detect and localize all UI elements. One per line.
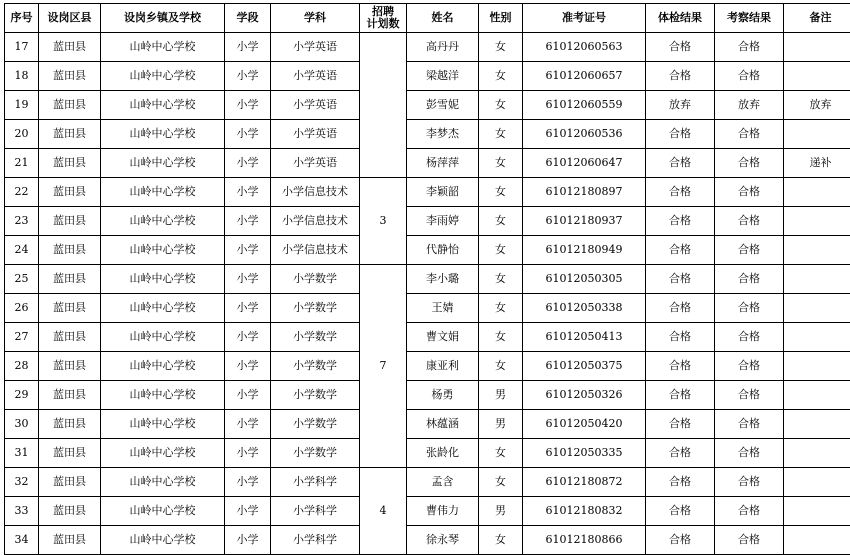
cell-assess: 合格 bbox=[715, 439, 784, 468]
cell-assess: 放弃 bbox=[715, 91, 784, 120]
cell-note bbox=[784, 323, 850, 352]
cell-seq: 33 bbox=[5, 497, 39, 526]
cell-level: 小学 bbox=[225, 352, 271, 381]
cell-ticket: 61012050375 bbox=[523, 352, 646, 381]
cell-seq: 24 bbox=[5, 236, 39, 265]
cell-plan-count: 3 bbox=[360, 178, 407, 265]
cell-subject: 小学信息技术 bbox=[271, 236, 360, 265]
cell-note bbox=[784, 526, 850, 555]
cell-assess: 合格 bbox=[715, 62, 784, 91]
cell-exam: 合格 bbox=[646, 178, 715, 207]
cell-name: 李梦杰 bbox=[407, 120, 479, 149]
cell-note bbox=[784, 468, 850, 497]
cell-gender: 女 bbox=[479, 265, 523, 294]
cell-school: 山岭中心学校 bbox=[101, 120, 225, 149]
header-plan-line2: 计划数 bbox=[367, 17, 400, 30]
cell-level: 小学 bbox=[225, 410, 271, 439]
cell-exam: 合格 bbox=[646, 62, 715, 91]
header-note: 备注 bbox=[784, 4, 850, 33]
cell-gender: 男 bbox=[479, 381, 523, 410]
cell-gender: 女 bbox=[479, 120, 523, 149]
cell-level: 小学 bbox=[225, 381, 271, 410]
cell-note bbox=[784, 236, 850, 265]
table-row bbox=[5, 33, 850, 62]
cell-assess: 合格 bbox=[715, 207, 784, 236]
cell-exam: 合格 bbox=[646, 526, 715, 555]
cell-county: 蓝田县 bbox=[39, 91, 101, 120]
cell-county: 蓝田县 bbox=[39, 526, 101, 555]
cell-seq: 29 bbox=[5, 381, 39, 410]
cell-gender: 女 bbox=[479, 294, 523, 323]
cell-gender: 女 bbox=[479, 526, 523, 555]
table-row bbox=[5, 439, 850, 468]
cell-county: 蓝田县 bbox=[39, 120, 101, 149]
cell-county: 蓝田县 bbox=[39, 468, 101, 497]
cell-seq: 26 bbox=[5, 294, 39, 323]
cell-name: 曹文娟 bbox=[407, 323, 479, 352]
cell-name: 李雨婷 bbox=[407, 207, 479, 236]
cell-exam: 合格 bbox=[646, 410, 715, 439]
cell-county: 蓝田县 bbox=[39, 149, 101, 178]
cell-plan-count bbox=[360, 33, 407, 178]
cell-name: 孟含 bbox=[407, 468, 479, 497]
cell-subject: 小学英语 bbox=[271, 120, 360, 149]
cell-ticket: 61012050420 bbox=[523, 410, 646, 439]
cell-plan-count: 7 bbox=[360, 265, 407, 468]
cell-level: 小学 bbox=[225, 265, 271, 294]
cell-note bbox=[784, 410, 850, 439]
cell-name: 代静怡 bbox=[407, 236, 479, 265]
cell-county: 蓝田县 bbox=[39, 497, 101, 526]
cell-gender: 女 bbox=[479, 439, 523, 468]
cell-ticket: 61012060657 bbox=[523, 62, 646, 91]
cell-note bbox=[784, 294, 850, 323]
cell-note bbox=[784, 265, 850, 294]
table-row bbox=[5, 178, 850, 207]
cell-note bbox=[784, 33, 850, 62]
header-gender: 性别 bbox=[479, 4, 523, 33]
cell-subject: 小学数学 bbox=[271, 323, 360, 352]
table-row bbox=[5, 120, 850, 149]
cell-exam: 放弃 bbox=[646, 91, 715, 120]
results-table bbox=[4, 3, 850, 555]
cell-note bbox=[784, 352, 850, 381]
cell-gender: 女 bbox=[479, 178, 523, 207]
cell-ticket: 61012050305 bbox=[523, 265, 646, 294]
cell-level: 小学 bbox=[225, 91, 271, 120]
cell-ticket: 61012060536 bbox=[523, 120, 646, 149]
table-row bbox=[5, 468, 850, 497]
header-county: 设岗区县 bbox=[39, 4, 101, 33]
cell-seq: 31 bbox=[5, 439, 39, 468]
cell-level: 小学 bbox=[225, 526, 271, 555]
cell-gender: 女 bbox=[479, 149, 523, 178]
cell-name: 李小璐 bbox=[407, 265, 479, 294]
cell-ticket: 61012180897 bbox=[523, 178, 646, 207]
cell-subject: 小学数学 bbox=[271, 410, 360, 439]
cell-name: 杨勇 bbox=[407, 381, 479, 410]
cell-ticket: 61012050413 bbox=[523, 323, 646, 352]
cell-county: 蓝田县 bbox=[39, 410, 101, 439]
table-row bbox=[5, 149, 850, 178]
cell-school: 山岭中心学校 bbox=[101, 236, 225, 265]
cell-exam: 合格 bbox=[646, 497, 715, 526]
cell-gender: 男 bbox=[479, 497, 523, 526]
cell-note bbox=[784, 497, 850, 526]
cell-county: 蓝田县 bbox=[39, 381, 101, 410]
cell-exam: 合格 bbox=[646, 120, 715, 149]
cell-seq: 22 bbox=[5, 178, 39, 207]
cell-name: 王婧 bbox=[407, 294, 479, 323]
cell-subject: 小学科学 bbox=[271, 468, 360, 497]
cell-exam: 合格 bbox=[646, 207, 715, 236]
cell-level: 小学 bbox=[225, 468, 271, 497]
cell-note bbox=[784, 120, 850, 149]
cell-name: 高丹丹 bbox=[407, 33, 479, 62]
header-row bbox=[5, 4, 850, 33]
cell-assess: 合格 bbox=[715, 323, 784, 352]
cell-school: 山岭中心学校 bbox=[101, 178, 225, 207]
cell-gender: 女 bbox=[479, 352, 523, 381]
cell-assess: 合格 bbox=[715, 468, 784, 497]
table-row bbox=[5, 294, 850, 323]
cell-note: 放弃 bbox=[784, 91, 850, 120]
cell-county: 蓝田县 bbox=[39, 236, 101, 265]
cell-assess: 合格 bbox=[715, 526, 784, 555]
cell-plan-count: 4 bbox=[360, 468, 407, 555]
cell-school: 山岭中心学校 bbox=[101, 265, 225, 294]
header-assess: 考察结果 bbox=[715, 4, 784, 33]
cell-seq: 18 bbox=[5, 62, 39, 91]
cell-school: 山岭中心学校 bbox=[101, 352, 225, 381]
cell-subject: 小学英语 bbox=[271, 33, 360, 62]
cell-subject: 小学英语 bbox=[271, 91, 360, 120]
cell-gender: 女 bbox=[479, 33, 523, 62]
cell-ticket: 61012180866 bbox=[523, 526, 646, 555]
table-row bbox=[5, 352, 850, 381]
table-row bbox=[5, 381, 850, 410]
cell-school: 山岭中心学校 bbox=[101, 91, 225, 120]
cell-seq: 23 bbox=[5, 207, 39, 236]
cell-seq: 20 bbox=[5, 120, 39, 149]
cell-assess: 合格 bbox=[715, 149, 784, 178]
cell-assess: 合格 bbox=[715, 381, 784, 410]
cell-note: 递补 bbox=[784, 149, 850, 178]
cell-subject: 小学数学 bbox=[271, 381, 360, 410]
cell-school: 山岭中心学校 bbox=[101, 62, 225, 91]
cell-subject: 小学信息技术 bbox=[271, 178, 360, 207]
cell-assess: 合格 bbox=[715, 178, 784, 207]
table-row bbox=[5, 497, 850, 526]
cell-name: 林蕴涵 bbox=[407, 410, 479, 439]
cell-county: 蓝田县 bbox=[39, 294, 101, 323]
cell-level: 小学 bbox=[225, 33, 271, 62]
header-level: 学段 bbox=[225, 4, 271, 33]
cell-name: 徐永琴 bbox=[407, 526, 479, 555]
cell-gender: 女 bbox=[479, 323, 523, 352]
cell-note bbox=[784, 207, 850, 236]
cell-level: 小学 bbox=[225, 120, 271, 149]
cell-school: 山岭中心学校 bbox=[101, 381, 225, 410]
cell-level: 小学 bbox=[225, 236, 271, 265]
cell-seq: 21 bbox=[5, 149, 39, 178]
table-row bbox=[5, 526, 850, 555]
cell-name: 李颖韶 bbox=[407, 178, 479, 207]
cell-county: 蓝田县 bbox=[39, 323, 101, 352]
cell-school: 山岭中心学校 bbox=[101, 149, 225, 178]
cell-county: 蓝田县 bbox=[39, 178, 101, 207]
cell-name: 梁越洋 bbox=[407, 62, 479, 91]
cell-level: 小学 bbox=[225, 149, 271, 178]
table-row bbox=[5, 410, 850, 439]
table-row bbox=[5, 265, 850, 294]
cell-seq: 34 bbox=[5, 526, 39, 555]
cell-gender: 女 bbox=[479, 91, 523, 120]
cell-subject: 小学英语 bbox=[271, 62, 360, 91]
cell-note bbox=[784, 62, 850, 91]
cell-seq: 30 bbox=[5, 410, 39, 439]
cell-level: 小学 bbox=[225, 62, 271, 91]
header-plan-line1: 招聘 bbox=[372, 5, 394, 18]
cell-exam: 合格 bbox=[646, 294, 715, 323]
cell-seq: 25 bbox=[5, 265, 39, 294]
cell-subject: 小学科学 bbox=[271, 497, 360, 526]
cell-school: 山岭中心学校 bbox=[101, 323, 225, 352]
cell-school: 山岭中心学校 bbox=[101, 410, 225, 439]
cell-subject: 小学数学 bbox=[271, 352, 360, 381]
cell-ticket: 61012050338 bbox=[523, 294, 646, 323]
cell-school: 山岭中心学校 bbox=[101, 468, 225, 497]
table-row bbox=[5, 62, 850, 91]
cell-subject: 小学数学 bbox=[271, 439, 360, 468]
cell-ticket: 61012180949 bbox=[523, 236, 646, 265]
cell-ticket: 61012180832 bbox=[523, 497, 646, 526]
header-subject: 学科 bbox=[271, 4, 360, 33]
cell-county: 蓝田县 bbox=[39, 207, 101, 236]
table-row bbox=[5, 207, 850, 236]
cell-ticket: 61012060563 bbox=[523, 33, 646, 62]
cell-seq: 19 bbox=[5, 91, 39, 120]
cell-note bbox=[784, 178, 850, 207]
cell-exam: 合格 bbox=[646, 265, 715, 294]
cell-ticket: 61012050326 bbox=[523, 381, 646, 410]
cell-assess: 合格 bbox=[715, 265, 784, 294]
cell-exam: 合格 bbox=[646, 352, 715, 381]
cell-exam: 合格 bbox=[646, 149, 715, 178]
cell-subject: 小学英语 bbox=[271, 149, 360, 178]
cell-ticket: 61012180872 bbox=[523, 468, 646, 497]
cell-school: 山岭中心学校 bbox=[101, 439, 225, 468]
cell-school: 山岭中心学校 bbox=[101, 207, 225, 236]
cell-school: 山岭中心学校 bbox=[101, 33, 225, 62]
cell-subject: 小学数学 bbox=[271, 294, 360, 323]
cell-seq: 28 bbox=[5, 352, 39, 381]
header-exam: 体检结果 bbox=[646, 4, 715, 33]
cell-level: 小学 bbox=[225, 178, 271, 207]
cell-exam: 合格 bbox=[646, 33, 715, 62]
cell-gender: 女 bbox=[479, 62, 523, 91]
cell-subject: 小学数学 bbox=[271, 265, 360, 294]
cell-name: 杨萍萍 bbox=[407, 149, 479, 178]
cell-level: 小学 bbox=[225, 323, 271, 352]
table-row bbox=[5, 236, 850, 265]
cell-county: 蓝田县 bbox=[39, 62, 101, 91]
header-seq: 序号 bbox=[5, 4, 39, 33]
cell-note bbox=[784, 439, 850, 468]
cell-note bbox=[784, 381, 850, 410]
header-name: 姓名 bbox=[407, 4, 479, 33]
cell-gender: 女 bbox=[479, 468, 523, 497]
cell-exam: 合格 bbox=[646, 323, 715, 352]
cell-gender: 女 bbox=[479, 236, 523, 265]
cell-exam: 合格 bbox=[646, 381, 715, 410]
header-school: 设岗乡镇及学校 bbox=[101, 4, 225, 33]
cell-name: 张龄化 bbox=[407, 439, 479, 468]
cell-subject: 小学科学 bbox=[271, 526, 360, 555]
cell-ticket: 61012180937 bbox=[523, 207, 646, 236]
cell-ticket: 61012060647 bbox=[523, 149, 646, 178]
cell-county: 蓝田县 bbox=[39, 352, 101, 381]
header-plan bbox=[360, 4, 407, 33]
table-row bbox=[5, 323, 850, 352]
cell-name: 彭雪妮 bbox=[407, 91, 479, 120]
cell-level: 小学 bbox=[225, 497, 271, 526]
cell-gender: 男 bbox=[479, 410, 523, 439]
cell-assess: 合格 bbox=[715, 120, 784, 149]
cell-assess: 合格 bbox=[715, 33, 784, 62]
cell-county: 蓝田县 bbox=[39, 439, 101, 468]
cell-level: 小学 bbox=[225, 294, 271, 323]
cell-ticket: 61012060559 bbox=[523, 91, 646, 120]
cell-seq: 17 bbox=[5, 33, 39, 62]
cell-name: 曹伟力 bbox=[407, 497, 479, 526]
table-body bbox=[5, 33, 850, 555]
cell-assess: 合格 bbox=[715, 497, 784, 526]
cell-county: 蓝田县 bbox=[39, 33, 101, 62]
cell-exam: 合格 bbox=[646, 236, 715, 265]
cell-school: 山岭中心学校 bbox=[101, 497, 225, 526]
cell-level: 小学 bbox=[225, 207, 271, 236]
cell-ticket: 61012050335 bbox=[523, 439, 646, 468]
cell-exam: 合格 bbox=[646, 439, 715, 468]
cell-subject: 小学信息技术 bbox=[271, 207, 360, 236]
cell-seq: 32 bbox=[5, 468, 39, 497]
cell-assess: 合格 bbox=[715, 294, 784, 323]
cell-assess: 合格 bbox=[715, 410, 784, 439]
header-ticket: 准考证号 bbox=[523, 4, 646, 33]
cell-school: 山岭中心学校 bbox=[101, 526, 225, 555]
cell-school: 山岭中心学校 bbox=[101, 294, 225, 323]
cell-seq: 27 bbox=[5, 323, 39, 352]
cell-assess: 合格 bbox=[715, 236, 784, 265]
cell-level: 小学 bbox=[225, 439, 271, 468]
cell-exam: 合格 bbox=[646, 468, 715, 497]
cell-gender: 女 bbox=[479, 207, 523, 236]
cell-name: 康亚利 bbox=[407, 352, 479, 381]
cell-county: 蓝田县 bbox=[39, 265, 101, 294]
table-row bbox=[5, 91, 850, 120]
cell-assess: 合格 bbox=[715, 352, 784, 381]
